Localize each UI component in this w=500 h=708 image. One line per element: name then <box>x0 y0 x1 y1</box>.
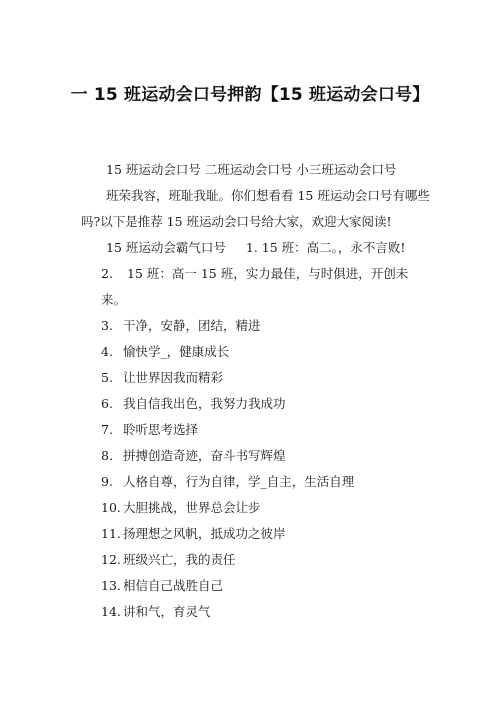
keywords-line: 15 班运动会口号 二班运动会口号 小三班运动会口号 <box>106 162 397 177</box>
intro-paragraph: 班荣我容，班耻我耻。你们想看看 15 班运动会口号有哪些吗?以下是推荐 15 班运动会口号给大家，欢迎大家阅读! <box>81 188 430 229</box>
item-text: 聆听思考选择 <box>123 422 199 437</box>
item-number: 6. <box>101 396 113 411</box>
document-body <box>81 157 431 625</box>
list-item <box>81 339 431 365</box>
item-number: 5. <box>101 370 113 385</box>
item-text: 愉快学_，健康成长 <box>123 344 230 359</box>
item-text: 相信自己战胜自己 <box>123 578 224 593</box>
list-item <box>81 521 431 547</box>
item-number: 11. <box>101 526 121 541</box>
slogan-list <box>81 261 431 625</box>
item-text: 人格自尊，行为自律，学_自主，生活自理 <box>123 474 355 489</box>
item-number: 2. <box>101 266 113 281</box>
list-item <box>81 547 431 573</box>
item-number: 9. <box>101 474 113 489</box>
item-text: 班级兴亡，我的责任 <box>123 552 236 567</box>
item-number: 13. <box>101 578 121 593</box>
section-heading-line <box>81 235 431 261</box>
item-number: 3. <box>101 318 113 333</box>
list-item <box>81 417 431 443</box>
list-item <box>81 443 431 469</box>
item-text: 15 班：高一 15 班，实力最佳，与时俱进，开创未来。 <box>101 266 409 307</box>
list-item <box>81 261 431 313</box>
item-number: 10. <box>101 500 121 515</box>
item-number: 4. <box>101 344 113 359</box>
item-text: 讲和气，育灵气 <box>123 604 211 619</box>
first-slogan: 1. 15 班：高二。，永不言败! <box>245 240 406 255</box>
list-item <box>81 365 431 391</box>
item-text: 干净，安静，团结，精进 <box>123 318 261 333</box>
list-item <box>81 469 431 495</box>
list-item <box>81 391 431 417</box>
item-text: 大胆挑战，世界总会让步 <box>123 500 261 515</box>
item-text: 扬理想之风帆，抵成功之彼岸 <box>123 526 286 541</box>
list-item <box>81 573 431 599</box>
list-item <box>81 495 431 521</box>
item-number: 14. <box>101 604 121 619</box>
item-number: 8. <box>101 448 113 463</box>
page-title: 一 15 班运动会口号押韵【15 班运动会口号】 <box>70 85 430 105</box>
item-text: 让世界因我而精彩 <box>123 370 224 385</box>
item-text: 拼搏创造奇迹，奋斗书写辉煌 <box>123 448 286 463</box>
section-heading: 15 班运动会霸气口号 <box>106 240 226 255</box>
list-item <box>81 313 431 339</box>
item-text: 我自信我出色，我努力我成功 <box>123 396 286 411</box>
item-number: 7. <box>101 422 113 437</box>
item-number: 12. <box>101 552 121 567</box>
list-item <box>81 599 431 625</box>
